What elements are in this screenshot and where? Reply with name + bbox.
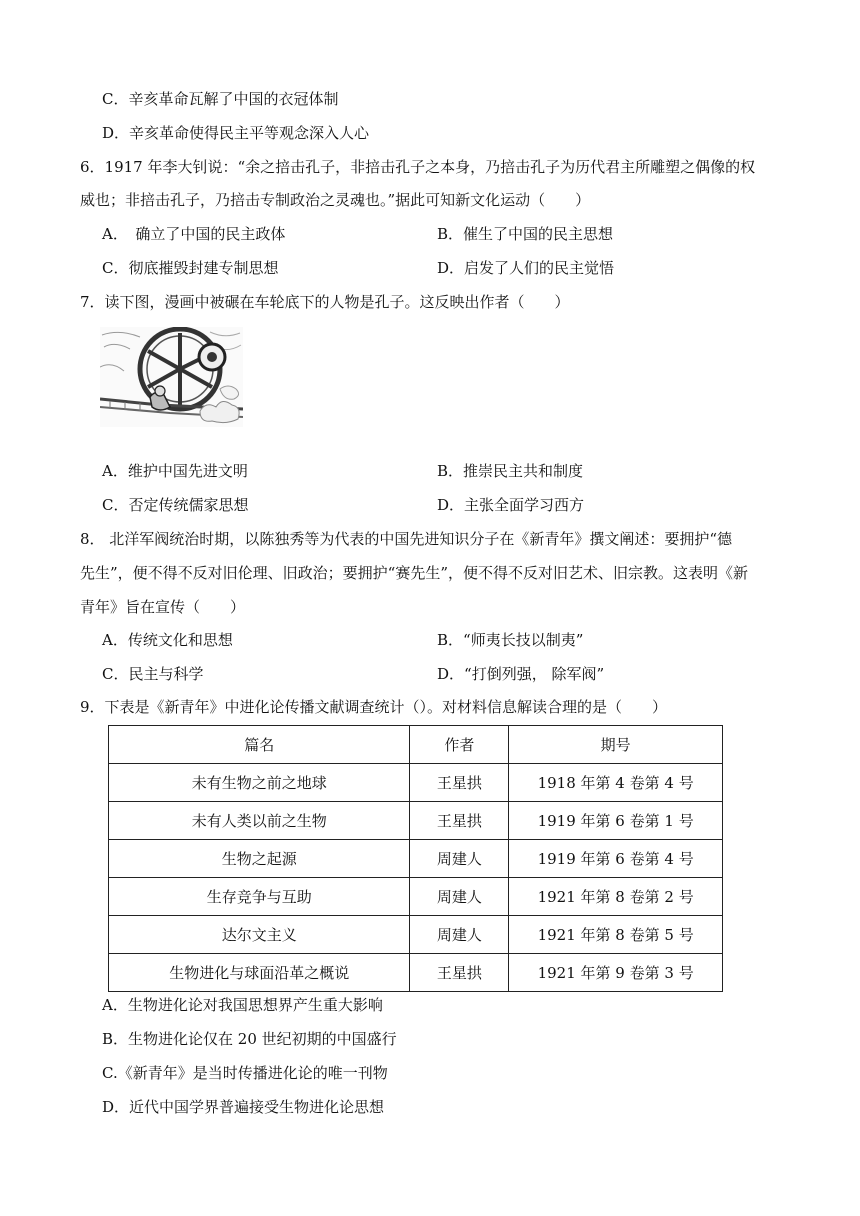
cell-title: 达尔文主义 xyxy=(109,916,410,954)
q7-option-c: C．否定传统儒家思想 xyxy=(102,496,249,514)
cell-title: 生存竞争与互助 xyxy=(109,878,410,916)
q8-stem-line1: 8． 北洋军阀统治时期，以陈独秀等为代表的中国先进知识分子在《新青年》撰文阐述：要拥护“德 xyxy=(80,530,732,548)
cell-author: 周建人 xyxy=(410,878,509,916)
cell-title: 生物之起源 xyxy=(109,840,410,878)
header-issue: 期号 xyxy=(509,726,723,764)
q6-option-c: C．彻底摧毁封建专制思想 xyxy=(102,259,279,277)
evolution-literature-table xyxy=(108,725,723,992)
cell-author: 王星拱 xyxy=(410,764,509,802)
q8-option-c: C．民主与科学 xyxy=(102,665,204,683)
cell-author: 周建人 xyxy=(410,916,509,954)
q7-option-a: A．维护中国先进文明 xyxy=(102,462,248,480)
q5-option-c: C．辛亥革命瓦解了中国的衣冠体制 xyxy=(102,90,339,108)
q7-stem: 7．读下图，漫画中被碾在车轮底下的人物是孔子。这反映出作者（ ） xyxy=(80,293,570,311)
q9-option-a: A．生物进化论对我国思想界产生重大影响 xyxy=(102,996,383,1014)
header-title: 篇名 xyxy=(109,726,410,764)
cell-issue: 1919 年第 6 卷第 1 号 xyxy=(509,802,723,840)
q9-option-b: B．生物进化论仅在 20 世纪初期的中国盛行 xyxy=(102,1030,397,1048)
q8-stem-line3: 青年》旨在宣传（ ） xyxy=(80,598,246,616)
q6-stem-line1: 6．1917 年李大钊说：“余之掊击孔子，非掊击孔子之本身，乃掊击孔子为历代君主所雕塑之偶像的权 xyxy=(80,158,756,176)
table-row xyxy=(109,878,723,916)
wheel-cartoon-image xyxy=(100,327,243,427)
q6-stem-line2: 威也；非掊击孔子，乃掊击专制政治之灵魂也。”据此可知新文化运动（ ） xyxy=(80,191,591,209)
q6-option-b: B．催生了中国的民主思想 xyxy=(437,225,614,243)
cell-author: 王星拱 xyxy=(410,954,509,992)
q8-option-b: B．“师夷长技以制夷” xyxy=(437,631,584,649)
cell-issue: 1921 年第 8 卷第 2 号 xyxy=(509,878,723,916)
q8-option-a: A．传统文化和思想 xyxy=(102,631,233,649)
q9-option-c: C.《新青年》是当时传播进化论的唯一刊物 xyxy=(102,1064,388,1082)
header-author: 作者 xyxy=(410,726,509,764)
cell-issue: 1919 年第 6 卷第 4 号 xyxy=(509,840,723,878)
q8-stem-line2: 先生”，便不得不反对旧伦理、旧政治；要拥护“赛先生”，便不得不反对旧艺术、旧宗教。这表明《新 xyxy=(80,564,749,582)
q7-option-d: D．主张全面学习西方 xyxy=(437,496,585,514)
table-row xyxy=(109,916,723,954)
q6-option-d: D．启发了人们的民主觉悟 xyxy=(437,259,615,277)
cell-issue: 1921 年第 9 卷第 3 号 xyxy=(509,954,723,992)
table-row xyxy=(109,954,723,992)
table-header-row xyxy=(109,726,723,764)
table-row xyxy=(109,764,723,802)
q9-option-d: D．近代中国学界普遍接受生物进化论思想 xyxy=(102,1098,385,1116)
q7-option-b: B．推崇民主共和制度 xyxy=(437,462,584,480)
table-row xyxy=(109,840,723,878)
q6-option-a: A． 确立了中国的民主政体 xyxy=(102,225,286,243)
cell-title: 生物进化与球面沿革之概说 xyxy=(109,954,410,992)
cell-issue: 1918 年第 4 卷第 4 号 xyxy=(509,764,723,802)
cell-title: 未有人类以前之生物 xyxy=(109,802,410,840)
cell-issue: 1921 年第 8 卷第 5 号 xyxy=(509,916,723,954)
cell-author: 王星拱 xyxy=(410,802,509,840)
q5-option-d: D．辛亥革命使得民主平等观念深入人心 xyxy=(102,124,370,142)
cell-title: 未有生物之前之地球 xyxy=(109,764,410,802)
q9-stem: 9．下表是《新青年》中进化论传播文献调查统计（）。对材料信息解读合理的是（ ） xyxy=(80,698,668,716)
q8-option-d: D．“打倒列强， 除军阀” xyxy=(437,665,605,683)
cell-author: 周建人 xyxy=(410,840,509,878)
table-row xyxy=(109,802,723,840)
